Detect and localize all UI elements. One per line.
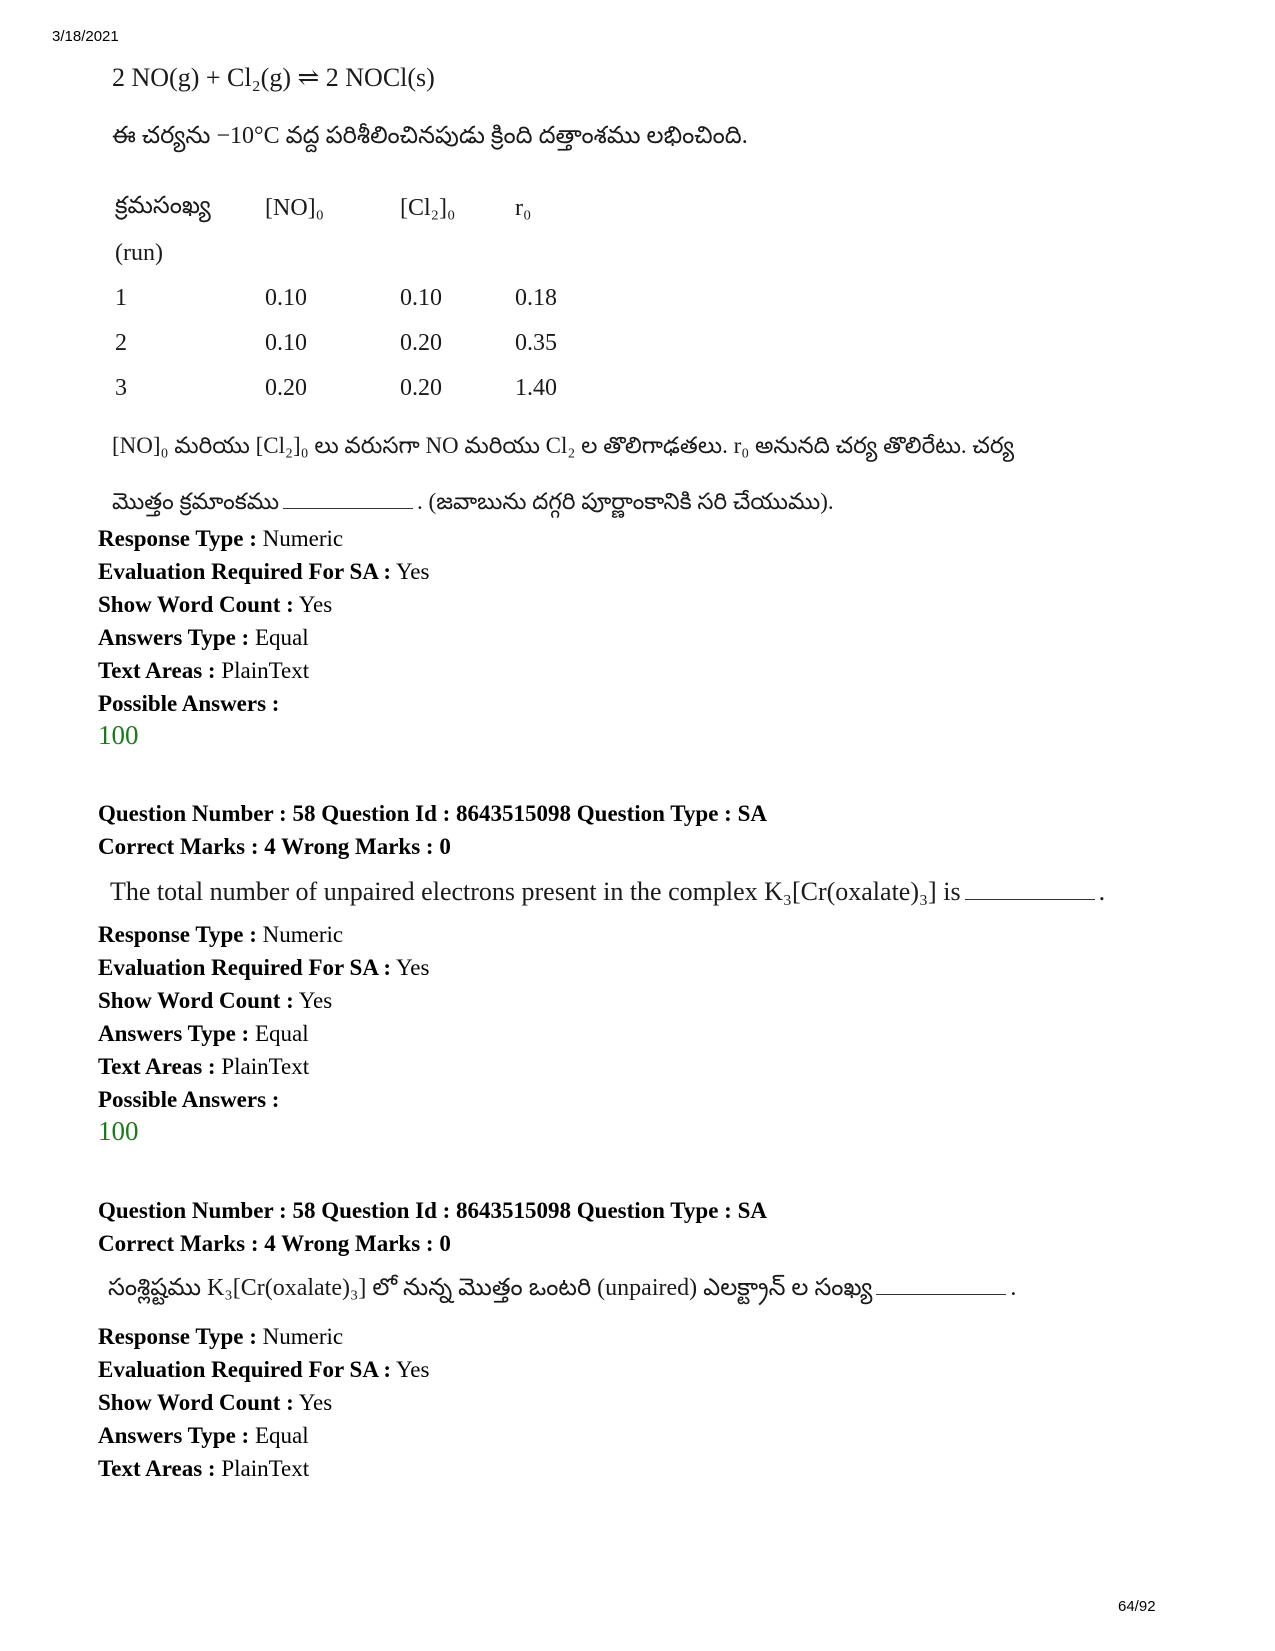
answer-blank [283,507,413,509]
question-header-line: Question Number : 58 Question Id : 8643515098 Question Type : SA [98,801,767,826]
page-number: 64/92 [1118,1598,1156,1615]
question-text: సంశ్లిష్టము K₃[Cr(oxalate)₃] లో నున్న మొత్తం ఒంటరి (unpaired) ఎలక్ట్రాన్ ల సంఖ్య [108,1275,873,1301]
table-cell: 0.10 [400,285,442,311]
q57-intro: ఈ చర్యను −10°C వద్ద పరిశీలించినపుడు క్రింది దత్తాంశము లభించింది. [112,123,748,149]
rate-data-table [115,185,605,411]
meta-row: Evaluation Required For SA : Yes [98,1357,430,1382]
meta-row: Answers Type : Equal [98,625,309,650]
table-row [115,366,605,411]
meta-row: Answers Type : Equal [98,1021,309,1046]
meta-row: Text Areas : PlainText [98,1054,310,1079]
table-cell: 1.40 [515,375,557,401]
table-cell: 0.10 [265,285,307,311]
table-cell: 0.20 [400,375,442,401]
meta-row: Text Areas : PlainText [98,1456,310,1481]
table-header-cell: క్రమసంఖ్య [115,192,211,219]
table-row [115,321,605,366]
table-header-cell: r₀ [515,194,532,221]
reaction-equation: 2 NO(g) + Cl₂(g) ⇌ 2 NOCl(s) [112,63,435,92]
question-text: The total number of unpaired electrons present in the complex K₃[Cr(oxalate)₃] is [110,877,961,906]
table-header-row [115,185,605,231]
q58-te-header [98,1194,767,1260]
q57-question-text: మొత్తం క్రమాంకము [112,489,280,514]
table-header-cell: [NO]₀ [265,194,325,221]
table-cell: 0.35 [515,330,557,356]
q58-en-meta-block [98,918,429,1116]
table-cell: 3 [115,375,127,401]
meta-row: Response Type : Numeric [98,922,344,947]
run-label: (run) [115,240,163,266]
table-row [115,231,605,276]
meta-row: Show Word Count : Yes [98,988,333,1013]
marks-line: Correct Marks : 4 Wrong Marks : 0 [98,834,451,859]
table-cell: 0.18 [515,285,557,311]
table-cell: 2 [115,330,127,356]
table-row [115,276,605,321]
meta-row: Show Word Count : Yes [98,1390,333,1415]
marks-line: Correct Marks : 4 Wrong Marks : 0 [98,1231,451,1256]
meta-row: Possible Answers : [98,691,280,716]
q58-te-meta-block [98,1320,429,1485]
q57-meta-block [98,522,429,720]
q58-te-question: సంశ్లిష్టము K₃[Cr(oxalate)₃] లో నున్న మొత్తం ఒంటరి (unpaired) ఎలక్ట్రాన్ ల సంఖ్య . [108,1275,1017,1301]
meta-row: Response Type : Numeric [98,526,344,551]
q58-en-possible-answer: 100 [98,1116,139,1146]
answer-blank [876,1293,1006,1295]
table-cell: 0.20 [265,375,307,401]
answer-blank [965,898,1095,900]
meta-row: Answers Type : Equal [98,1423,309,1448]
meta-row: Show Word Count : Yes [98,592,333,617]
meta-row: Evaluation Required For SA : Yes [98,559,430,584]
meta-row: Evaluation Required For SA : Yes [98,955,430,980]
q58-en-question: The total number of unpaired electrons present in the complex K₃[Cr(oxalate)₃] is . [110,877,1106,906]
q57-definition-line: [NO]₀ మరియు [Cl₂]₀ లు వరుసగా NO మరియు Cl₂ ల తొలిగాఢతలు. r₀ అనునది చర్య తొలిరేటు. చర్య [112,433,1015,458]
question-header-line: Question Number : 58 Question Id : 8643515098 Question Type : SA [98,1198,767,1223]
print-date: 3/18/2021 [52,28,119,45]
table-cell: 0.20 [400,330,442,356]
meta-row: Text Areas : PlainText [98,658,310,683]
table-header-cell: [Cl₂]₀ [400,194,456,221]
q58-en-header [98,797,767,863]
q57-possible-answer: 100 [98,720,139,750]
q57-question-note: . (జవాబును దగ్గరి పూర్ణాంకానికి సరి చేయుము). [417,489,834,514]
table-cell: 1 [115,285,127,311]
meta-row: Possible Answers : [98,1087,280,1112]
meta-row: Response Type : Numeric [98,1324,344,1349]
q57-question-line [112,486,834,518]
table-cell: 0.10 [265,330,307,356]
